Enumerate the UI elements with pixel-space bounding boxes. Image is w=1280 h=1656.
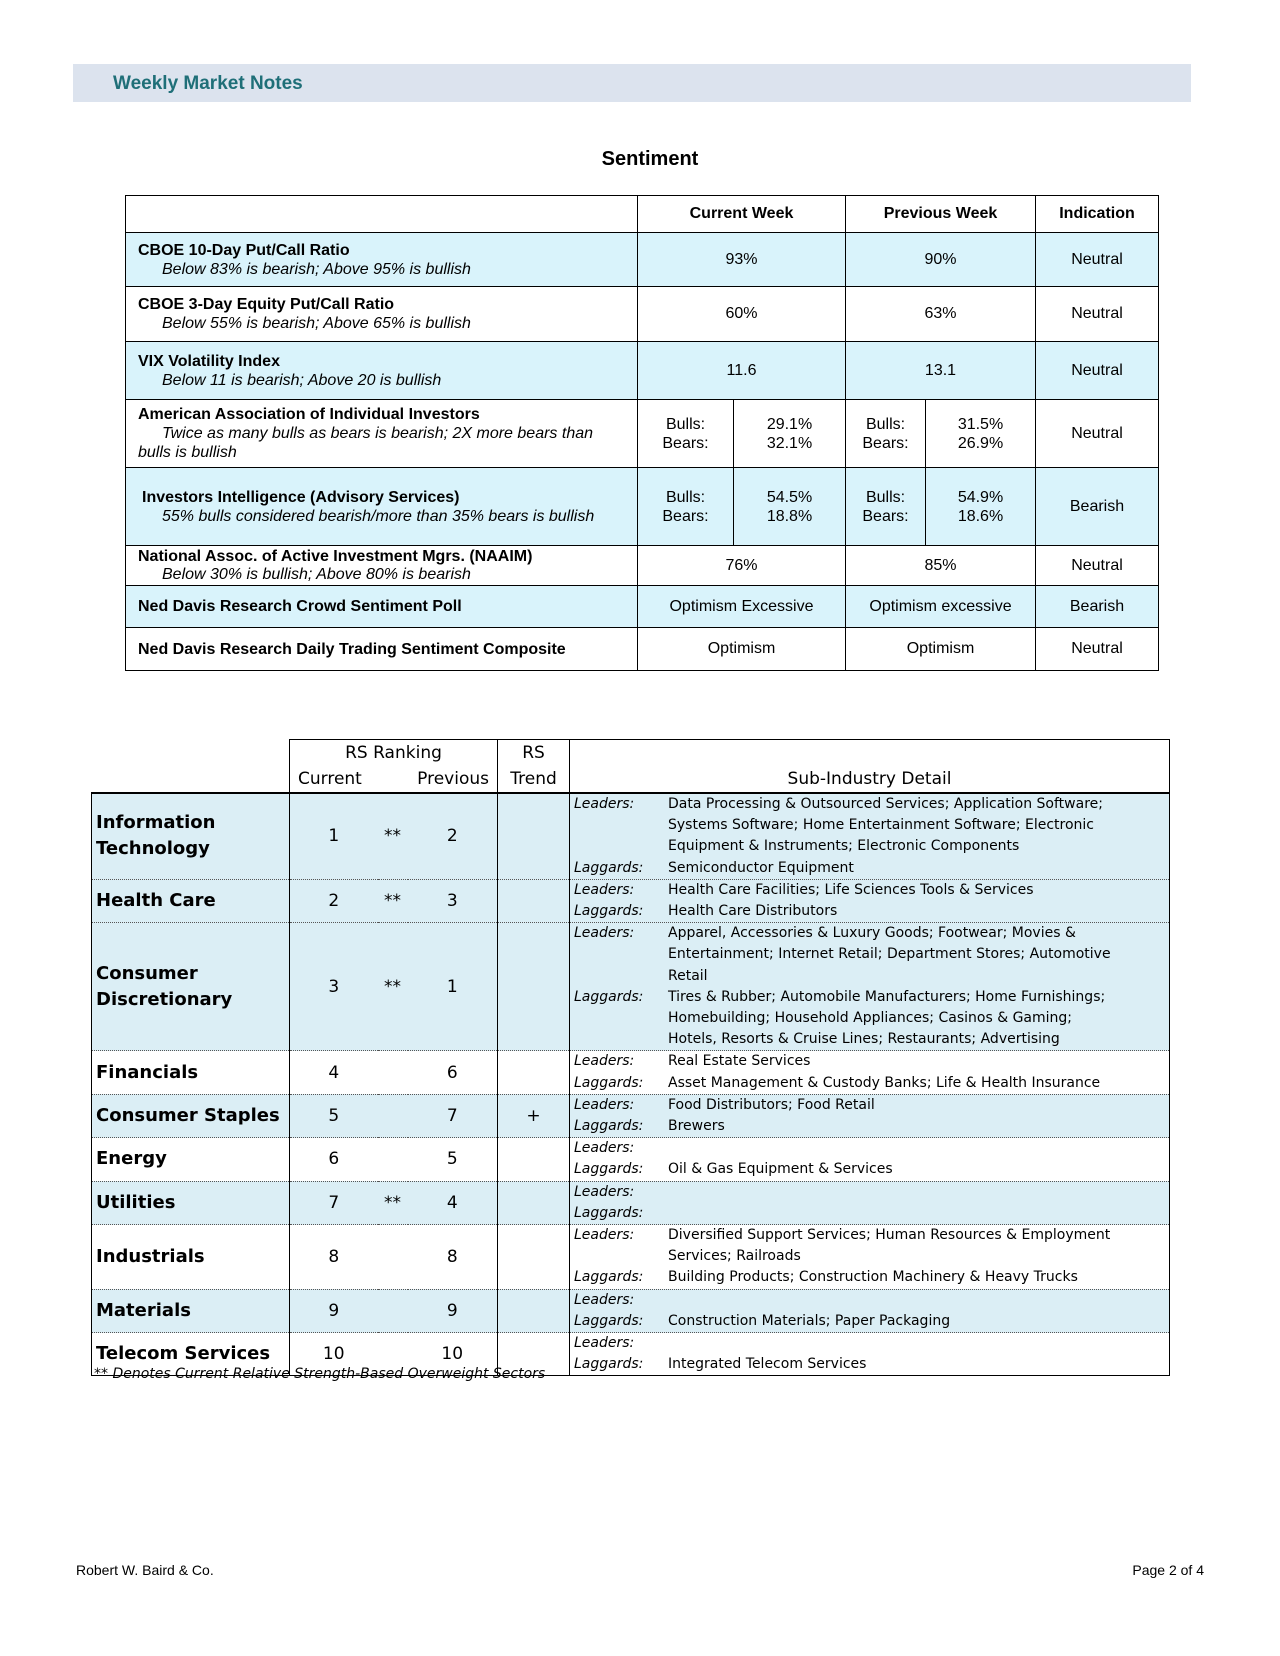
sub-industry-detail	[570, 923, 1170, 1051]
sentiment-row	[126, 546, 1159, 586]
col-current: Current	[298, 769, 362, 789]
sentiment-row	[126, 586, 1159, 628]
overweight-mark	[378, 1225, 408, 1290]
laggards-label: Laggards:	[574, 903, 644, 920]
laggards-label: Laggards:	[574, 1118, 644, 1135]
leaders-label: Leaders:	[574, 1183, 635, 1200]
rs-ranking-label: RS Ranking	[345, 743, 442, 763]
leaders-line	[570, 1182, 1169, 1203]
indicator-name: CBOE 10-Day Put/Call Ratio	[138, 241, 350, 259]
rs-row	[92, 1289, 1170, 1332]
leaders-text: Services; Railroads	[668, 1248, 801, 1265]
leaders-label: Leaders:	[574, 1291, 635, 1308]
leaders-line	[570, 836, 1169, 857]
rs-row	[92, 1051, 1170, 1094]
overweight-note: ** Denotes Current Relative Strength-Based Overweight Sectors	[94, 1366, 546, 1382]
previous-value: 90%	[846, 233, 1036, 287]
leaders-label: Leaders:	[574, 796, 635, 812]
sector-name: Industrials	[92, 1225, 290, 1290]
bears-label: Bears:	[862, 507, 909, 525]
sub-industry-detail	[570, 1225, 1170, 1290]
sentiment-title: Sentiment	[601, 148, 699, 170]
rank-current: 9	[290, 1289, 378, 1332]
overweight-mark	[378, 1094, 408, 1137]
leaders-line	[570, 1138, 1169, 1159]
sector-name: Utilities	[92, 1181, 290, 1224]
leaders-line	[570, 1051, 1169, 1072]
indicator-desc: Twice as many bulls as bears is bearish; 2X more bears than	[162, 425, 594, 442]
indicator-name: National Assoc. of Active Investment Mgrs. (NAAIM)	[138, 547, 533, 565]
footer-company: Robert W. Baird & Co.	[76, 1562, 214, 1578]
overweight-mark	[378, 1051, 408, 1094]
bulls-label: Bulls:	[665, 488, 706, 506]
laggards-text: Building Products; Construction Machinery & Heavy Trucks	[668, 1269, 1078, 1286]
laggards-label: Laggards:	[574, 1312, 644, 1329]
current-bulls: 54.5%	[766, 488, 813, 506]
sector-name: Energy	[92, 1138, 290, 1181]
current-value: Optimism Excessive	[638, 586, 846, 628]
header-banner	[73, 64, 1191, 102]
rs-row	[92, 1094, 1170, 1137]
bulls-label: Bulls:	[865, 488, 906, 506]
laggards-label: Laggards:	[574, 1204, 644, 1221]
laggards-text: Oil & Gas Equipment & Services	[668, 1161, 893, 1178]
sub-industry-detail	[570, 1333, 1170, 1376]
sentiment-table	[125, 195, 1159, 671]
leaders-text	[668, 1333, 1169, 1354]
bears-label: Bears:	[862, 434, 909, 452]
previous-bulls: 54.9%	[957, 488, 1004, 506]
laggards-text: Hotels, Resorts & Cruise Lines; Restaurants; Advertising	[668, 1031, 1060, 1048]
indicator-name: CBOE 3-Day Equity Put/Call Ratio	[138, 296, 395, 313]
rank-previous: 7	[408, 1094, 498, 1137]
laggards-line	[570, 858, 1169, 879]
leaders-line	[570, 966, 1169, 987]
leaders-line	[570, 1095, 1169, 1116]
previous-value: 85%	[846, 546, 1036, 586]
sentiment-row	[126, 287, 1159, 342]
laggards-label: Laggards:	[574, 1356, 644, 1373]
laggards-text: Homebuilding; Household Appliances; Casinos & Gaming;	[668, 1010, 1072, 1027]
laggards-label: Laggards:	[574, 1269, 644, 1286]
bulls-label: Bulls:	[865, 415, 906, 433]
bears-label: Bears:	[662, 434, 709, 452]
indicator-desc: Below 55% is bearish; Above 65% is bullish	[162, 315, 471, 332]
indication-value: Bearish	[1036, 586, 1159, 628]
overweight-mark	[378, 1138, 408, 1181]
current-value: Optimism	[638, 628, 846, 671]
leaders-line	[570, 1333, 1169, 1354]
leaders-line	[570, 880, 1169, 901]
current-value: 60%	[638, 287, 846, 342]
col-current-week: Current Week	[638, 196, 846, 233]
previous-bulls: 31.5%	[957, 415, 1004, 433]
rs-trend: +	[498, 1094, 570, 1137]
leaders-text	[668, 1182, 1169, 1203]
indication-value: Bearish	[1036, 468, 1159, 546]
overweight-mark	[378, 1289, 408, 1332]
sub-industry-detail	[570, 1094, 1170, 1137]
rs-row	[92, 1138, 1170, 1181]
sector-name: Materials	[92, 1289, 290, 1332]
rank-previous: 9	[408, 1289, 498, 1332]
current-value: 11.6	[638, 342, 846, 400]
rs-trend	[498, 923, 570, 1051]
indicator-desc: 55% bulls considered bearish/more than 35% bears is bullish	[162, 507, 595, 525]
sentiment-row	[126, 342, 1159, 400]
current-bears: 18.8%	[766, 507, 813, 525]
leaders-label: Leaders:	[574, 1053, 635, 1070]
rank-previous: 8	[408, 1225, 498, 1290]
rank-previous: 2	[408, 793, 498, 879]
indicator-name: Ned Davis Research Crowd Sentiment Poll	[138, 598, 462, 615]
rs-row	[92, 1181, 1170, 1224]
laggards-line	[570, 987, 1169, 1008]
laggards-line	[570, 1116, 1169, 1137]
leaders-text	[668, 1138, 1169, 1159]
rank-previous: 1	[408, 923, 498, 1051]
leaders-line	[570, 923, 1169, 944]
sub-industry-detail	[570, 879, 1170, 922]
laggards-text: Brewers	[668, 1118, 725, 1135]
col-trend: Trend	[510, 769, 557, 789]
overweight-mark: **	[378, 879, 408, 922]
leaders-text: Retail	[668, 967, 708, 984]
leaders-label: Leaders:	[574, 881, 635, 898]
laggards-label: Laggards:	[574, 1161, 644, 1178]
page-title: Weekly Market Notes	[113, 73, 303, 94]
col-indication: Indication	[1036, 196, 1159, 233]
leaders-line	[570, 944, 1169, 965]
current-bears: 32.1%	[766, 434, 813, 452]
overweight-mark: **	[378, 1181, 408, 1224]
col-sub-industry-detail: Sub-Industry Detail	[570, 740, 1170, 794]
sub-industry-detail	[570, 1138, 1170, 1181]
sector-name: Financials	[92, 1051, 290, 1094]
leaders-text: Data Processing & Outsourced Services; Application Software;	[668, 796, 1103, 812]
rs-row	[92, 923, 1170, 1051]
sub-industry-detail	[570, 1289, 1170, 1332]
leaders-line	[570, 1225, 1169, 1246]
sub-industry-detail	[570, 1181, 1170, 1224]
bears-label: Bears:	[662, 507, 709, 525]
laggards-line	[570, 1073, 1169, 1094]
previous-value: Optimism	[846, 628, 1036, 671]
overweight-mark: **	[378, 793, 408, 879]
rs-trend	[498, 1051, 570, 1094]
rank-current: 4	[290, 1051, 378, 1094]
rs-label: RS	[522, 743, 545, 763]
laggards-text: Semiconductor Equipment	[668, 859, 854, 876]
leaders-text: Health Care Facilities; Life Sciences Tools & Services	[668, 881, 1034, 898]
laggards-text: Health Care Distributors	[668, 903, 838, 920]
previous-bears: 18.6%	[957, 507, 1004, 525]
sub-industry-detail	[570, 1051, 1170, 1094]
rank-current: 2	[290, 879, 378, 922]
sector-name: Health Care	[92, 879, 290, 922]
rs-trend	[498, 879, 570, 922]
laggards-text: Tires & Rubber; Automobile Manufacturers; Home Furnishings;	[668, 988, 1106, 1005]
indicator-name: American Association of Individual Investors	[138, 406, 480, 423]
leaders-text: Diversified Support Services; Human Resources & Employment	[668, 1227, 1111, 1244]
rs-header-row	[92, 740, 1170, 794]
overweight-mark: **	[378, 923, 408, 1051]
rank-current: 1	[290, 793, 378, 879]
laggards-text: Asset Management & Custody Banks; Life & Health Insurance	[668, 1074, 1101, 1091]
rank-previous: 6	[408, 1051, 498, 1094]
leaders-text: Apparel, Accessories & Luxury Goods; Footwear; Movies &	[668, 925, 1076, 942]
rs-row	[92, 793, 1170, 879]
indication-value: Neutral	[1036, 233, 1159, 287]
previous-bears: 26.9%	[957, 434, 1004, 452]
laggards-label: Laggards:	[574, 859, 644, 876]
sub-industry-detail	[570, 793, 1170, 879]
laggards-text	[668, 1203, 1169, 1224]
sector-name: Consumer Discretionary	[92, 923, 290, 1051]
rs-trend	[498, 1138, 570, 1181]
sector-name: Information Technology	[92, 793, 290, 879]
rank-previous: 10	[408, 1333, 498, 1376]
indicator-name: VIX Volatility Index	[138, 352, 280, 370]
laggards-line	[570, 901, 1169, 922]
rs-ranking-table	[91, 739, 1170, 1376]
indication-value: Neutral	[1036, 400, 1159, 468]
indicator-desc: Below 83% is bearish; Above 95% is bullish	[162, 260, 471, 278]
rs-trend	[498, 1225, 570, 1290]
sentiment-row	[126, 400, 1159, 468]
laggards-label: Laggards:	[574, 1074, 644, 1091]
rank-previous: 3	[408, 879, 498, 922]
current-value: 93%	[638, 233, 846, 287]
current-value: 76%	[638, 546, 846, 586]
leaders-text	[668, 1290, 1169, 1311]
previous-value: Optimism excessive	[846, 586, 1036, 628]
rank-current: 8	[290, 1225, 378, 1290]
col-previous: Previous	[417, 769, 489, 789]
leaders-line	[570, 794, 1169, 815]
leaders-label: Leaders:	[574, 1140, 635, 1157]
rank-current: 7	[290, 1181, 378, 1224]
rs-trend	[498, 1181, 570, 1224]
laggards-line	[570, 1203, 1169, 1224]
laggards-line	[570, 1159, 1169, 1180]
leaders-text: Equipment & Instruments; Electronic Components	[668, 838, 1020, 855]
rank-current: 6	[290, 1138, 378, 1181]
rs-row	[92, 1225, 1170, 1290]
rs-trend	[498, 1289, 570, 1332]
indicator-name: Investors Intelligence (Advisory Services)	[142, 488, 460, 506]
previous-value: 63%	[846, 287, 1036, 342]
laggards-text: Construction Materials; Paper Packaging	[668, 1312, 951, 1329]
footer-page-number: Page 2 of 4	[1132, 1562, 1204, 1578]
leaders-label: Leaders:	[574, 1227, 635, 1244]
leaders-line	[570, 1290, 1169, 1311]
rank-current: 10	[290, 1333, 378, 1376]
leaders-label: Leaders:	[574, 925, 635, 942]
rank-previous: 5	[408, 1138, 498, 1181]
leaders-line	[570, 815, 1169, 836]
rank-current: 3	[290, 923, 378, 1051]
previous-value: 13.1	[846, 342, 1036, 400]
rank-previous: 4	[408, 1181, 498, 1224]
col-previous-week: Previous Week	[846, 196, 1036, 233]
leaders-text: Systems Software; Home Entertainment Software; Electronic	[668, 817, 1094, 834]
laggards-line	[570, 1354, 1169, 1375]
sentiment-row	[126, 628, 1159, 671]
indicator-name: Ned Davis Research Daily Trading Sentiment Composite	[138, 640, 566, 658]
leaders-text: Real Estate Services	[668, 1053, 811, 1070]
sentiment-row	[126, 468, 1159, 546]
laggards-line	[570, 1008, 1169, 1029]
rs-trend	[498, 793, 570, 879]
sector-name: Telecom Services	[92, 1333, 290, 1376]
indicator-desc: Below 11 is bearish; Above 20 is bullish	[162, 371, 442, 389]
laggards-line	[570, 1267, 1169, 1288]
leaders-text: Entertainment; Internet Retail; Department Stores; Automotive	[668, 946, 1111, 963]
sector-name: Consumer Staples	[92, 1094, 290, 1137]
current-bulls: 29.1%	[766, 415, 813, 433]
laggards-line	[570, 1311, 1169, 1332]
leaders-text: Food Distributors; Food Retail	[668, 1096, 875, 1113]
sentiment-row	[126, 233, 1159, 287]
leaders-label: Leaders:	[574, 1096, 635, 1113]
indicator-desc: Below 30% is bullish; Above 80% is bearish	[162, 565, 471, 583]
leaders-label: Leaders:	[574, 1335, 635, 1352]
rank-current: 5	[290, 1094, 378, 1137]
indicator-desc-cont: bulls is bullish	[138, 444, 237, 461]
laggards-text: Integrated Telecom Services	[668, 1356, 867, 1373]
laggards-line	[570, 1029, 1169, 1050]
laggards-label: Laggards:	[574, 988, 644, 1005]
indication-value: Neutral	[1036, 287, 1159, 342]
indication-value: Neutral	[1036, 628, 1159, 671]
leaders-line	[570, 1246, 1169, 1267]
indication-value: Neutral	[1036, 546, 1159, 586]
rs-row	[92, 879, 1170, 922]
indication-value: Neutral	[1036, 342, 1159, 400]
sentiment-header-row	[126, 196, 1159, 233]
bulls-label: Bulls:	[665, 415, 706, 433]
